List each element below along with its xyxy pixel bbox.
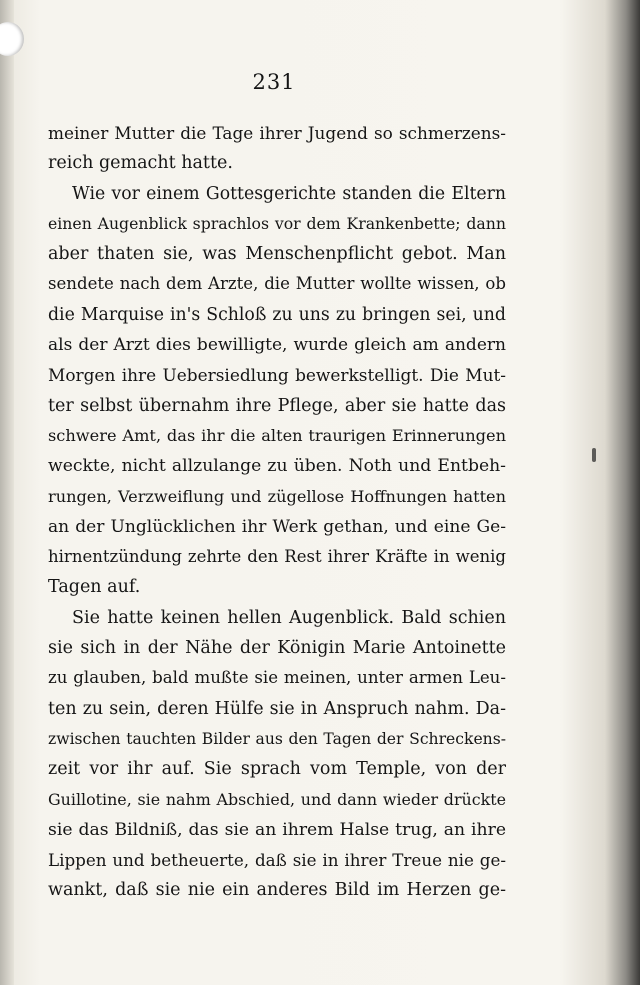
text-line: Morgen ihre Uebersiedlung bewerkstelligt. Die Mut- <box>48 365 506 386</box>
text-line: Wie vor einem Gottesgerichte standen die Eltern <box>72 183 506 204</box>
text-line: einen Augenblick sprachlos vor dem Krankenbette; dann <box>48 213 506 233</box>
page-number: 231 <box>252 70 296 94</box>
text-line: die Marquise in's Schloß zu uns zu bringen sei, und <box>48 304 506 325</box>
text-line: als der Arzt dies bewilligte, wurde gleich am andern <box>48 335 506 356</box>
text-line: weckte, nicht allzulange zu üben. Noth und Entbeh- <box>48 456 506 477</box>
text-line: hirnentzündung zehrte den Rest ihrer Kräfte in wenig <box>48 547 506 567</box>
text-line: Guillotine, sie nahm Abschied, und dann wieder drückte <box>48 789 506 809</box>
page-left-edge <box>0 0 14 985</box>
text-line: ter selbst übernahm ihre Pflege, aber sie hatte das <box>48 395 506 416</box>
text-line: schwere Amt, das ihr die alten traurigen Erinnerungen <box>48 425 506 445</box>
ink-speck <box>592 448 596 462</box>
text-line: Lippen und betheuerte, daß sie in ihrer Treue nie ge- <box>48 850 506 871</box>
text-line: sie sich in der Nähe der Königin Marie Antoinette <box>48 638 506 659</box>
binding-hole <box>0 22 24 56</box>
text-line: zu glauben, bald mußte sie meinen, unter armen Leu- <box>48 668 506 688</box>
text-line: zeit vor ihr auf. Sie sprach vom Temple, von der <box>48 759 506 780</box>
text-line: sendete nach dem Arzte, die Mutter wollte wissen, ob <box>48 274 506 294</box>
text-line: aber thaten sie, was Menschenpflicht gebot. Man <box>48 244 506 265</box>
text-line: Tagen auf. <box>48 577 141 598</box>
text-line: rungen, Verzweiflung und zügellose Hoffnungen hatten <box>48 486 506 506</box>
text-line: wankt, daß sie nie ein anderes Bild im Herzen ge- <box>48 880 506 901</box>
text-line: an der Unglücklichen ihr Werk gethan, und eine Ge- <box>48 516 506 537</box>
text-line: ten zu sein, deren Hülfe sie in Anspruch nahm. Da- <box>48 698 506 719</box>
body-text <box>48 118 506 906</box>
text-line: meiner Mutter die Tage ihrer Jugend so schmerzens- <box>48 123 506 143</box>
text-line: zwischen tauchten Bilder aus den Tagen der Schreckens- <box>48 729 506 748</box>
text-line: sie das Bildniß, das sie an ihrem Halse trug, an ihre <box>48 819 506 840</box>
text-line: reich gemacht hatte. <box>48 153 233 174</box>
text-line: Sie hatte keinen hellen Augenblick. Bald schien <box>72 607 506 628</box>
